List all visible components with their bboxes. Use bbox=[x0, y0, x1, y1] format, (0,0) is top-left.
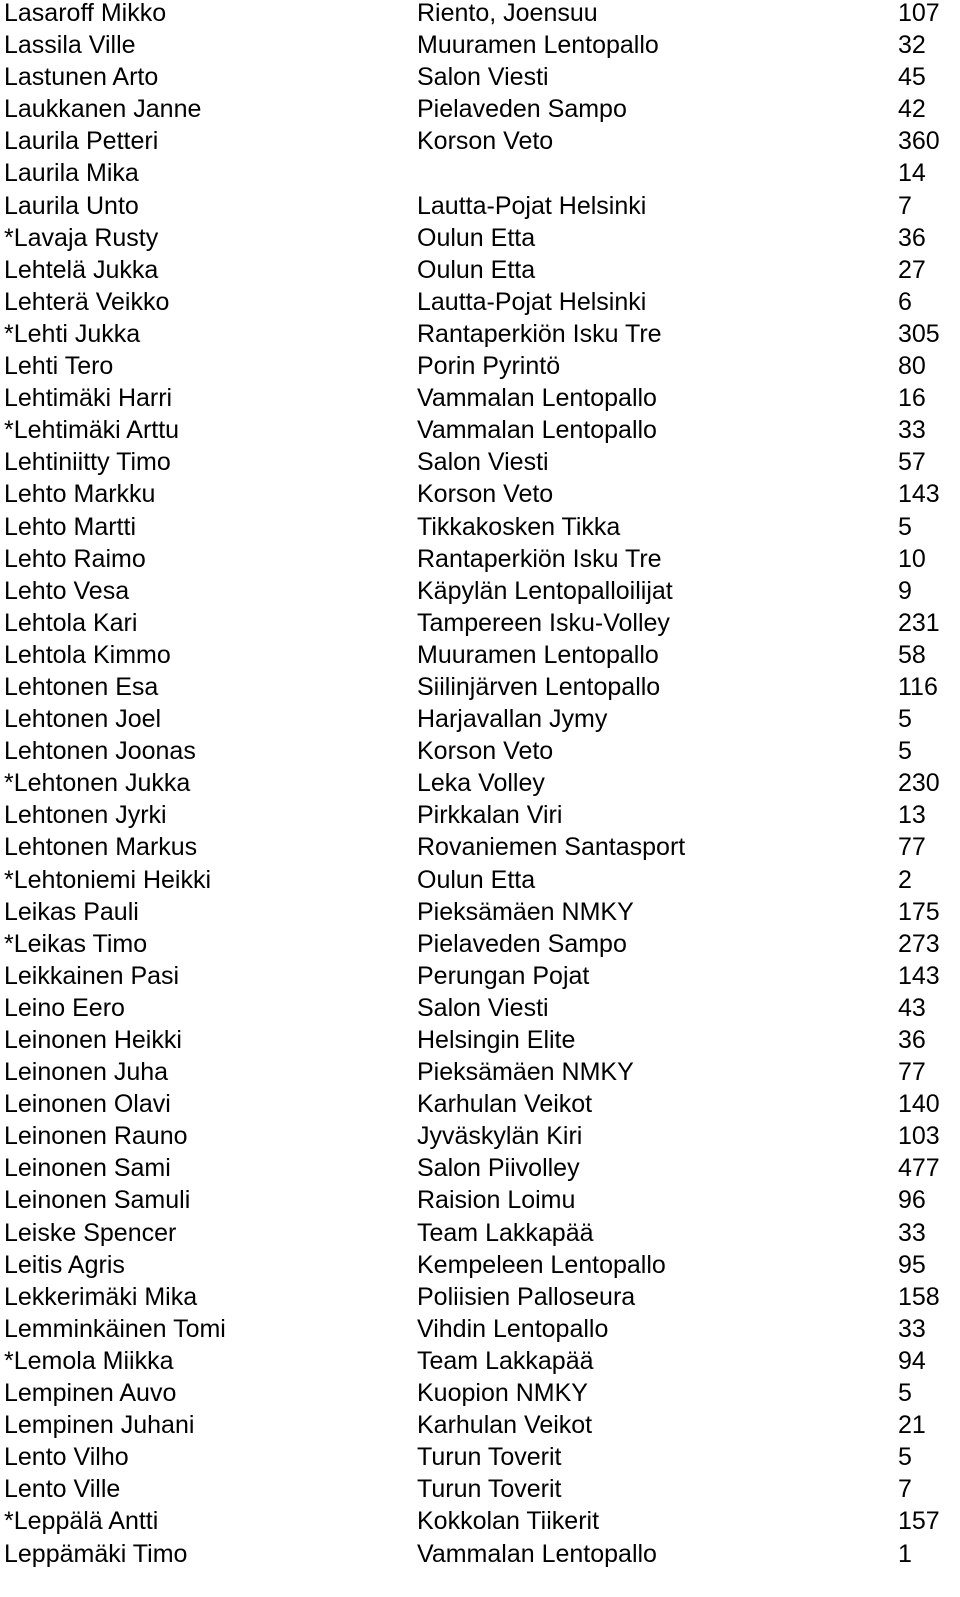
player-name: Leinonen Samuli bbox=[4, 1186, 191, 1215]
player-count: 230 bbox=[898, 769, 940, 798]
player-count: 5 bbox=[898, 1379, 912, 1408]
player-name: Lehto Markku bbox=[4, 480, 156, 509]
player-count: 95 bbox=[898, 1250, 926, 1279]
player-name: Lehtelä Jukka bbox=[4, 255, 159, 284]
player-count: 57 bbox=[898, 448, 926, 477]
player-name: Lassila Ville bbox=[4, 31, 136, 60]
player-name: Leinonen Heikki bbox=[4, 1026, 182, 1054]
table-row bbox=[0, 1091, 960, 1123]
table-row bbox=[0, 193, 960, 225]
club-name: Muuramen Lentopallo bbox=[417, 640, 659, 669]
table-row bbox=[0, 514, 960, 546]
club-name: Kuopion NMKY bbox=[417, 1379, 588, 1408]
table-row bbox=[0, 1027, 960, 1059]
table-row bbox=[0, 1412, 960, 1444]
club-name: Oulun Etta bbox=[417, 255, 536, 284]
player-count: 107 bbox=[898, 0, 940, 27]
club-name: Salon Viesti bbox=[417, 448, 549, 477]
table-row bbox=[0, 385, 960, 417]
table-row bbox=[0, 321, 960, 353]
table-row bbox=[0, 1252, 960, 1284]
player-count: 96 bbox=[898, 1186, 926, 1215]
player-name: Leikkainen Pasi bbox=[4, 961, 180, 990]
club-name: Raision Loimu bbox=[417, 1186, 576, 1215]
table-row bbox=[0, 1316, 960, 1348]
table-row bbox=[0, 1541, 960, 1573]
table-row bbox=[0, 834, 960, 866]
player-name: Lento Vilho bbox=[4, 1443, 129, 1472]
player-name: Leinonen Sami bbox=[4, 1154, 171, 1183]
table-row bbox=[0, 546, 960, 578]
club-name: Turun Toverit bbox=[417, 1443, 562, 1472]
club-name: Helsingin Elite bbox=[417, 1026, 576, 1054]
player-count: 45 bbox=[898, 63, 926, 92]
club-name: Muuramen Lentopallo bbox=[417, 31, 659, 60]
club-name: Oulun Etta bbox=[417, 865, 536, 894]
player-count: 58 bbox=[898, 640, 926, 669]
player-name: Lempinen Juhani bbox=[4, 1411, 195, 1440]
table-row bbox=[0, 770, 960, 802]
player-count: 157 bbox=[898, 1507, 940, 1536]
table-row bbox=[0, 257, 960, 289]
club-name: Karhulan Veikot bbox=[417, 1411, 593, 1440]
player-count: 477 bbox=[898, 1154, 940, 1183]
table-row bbox=[0, 706, 960, 738]
player-name: Lehtonen Esa bbox=[4, 672, 159, 701]
club-name: Korson Veto bbox=[417, 737, 554, 766]
table-row bbox=[0, 96, 960, 128]
player-name: *Leppälä Antti bbox=[4, 1507, 159, 1536]
club-name: Jyväskylän Kiri bbox=[417, 1122, 583, 1151]
table-row bbox=[0, 1508, 960, 1540]
table-row bbox=[0, 289, 960, 321]
player-name: Lehtimäki Harri bbox=[4, 384, 173, 413]
player-count: 7 bbox=[898, 1475, 912, 1504]
player-count: 77 bbox=[898, 1058, 926, 1087]
player-count: 13 bbox=[898, 801, 926, 830]
table-row bbox=[0, 899, 960, 931]
player-name: Lehtonen Joel bbox=[4, 705, 162, 734]
club-name: Käpylän Lentopalloilijat bbox=[417, 576, 673, 605]
player-count: 27 bbox=[898, 255, 926, 284]
player-count: 6 bbox=[898, 287, 912, 316]
player-name: Laurila Mika bbox=[4, 159, 139, 188]
player-name: Lento Ville bbox=[4, 1475, 121, 1504]
club-name: Korson Veto bbox=[417, 127, 554, 156]
table-row bbox=[0, 1348, 960, 1380]
player-count: 143 bbox=[898, 480, 940, 509]
club-name: Tampereen Isku-Volley bbox=[417, 608, 670, 637]
player-count: 42 bbox=[898, 95, 926, 124]
club-name: Lautta-Pojat Helsinki bbox=[417, 287, 647, 316]
player-count: 43 bbox=[898, 993, 926, 1022]
player-count: 2 bbox=[898, 865, 912, 894]
club-name: Vammalan Lentopallo bbox=[417, 384, 657, 413]
club-name: Rantaperkiön Isku Tre bbox=[417, 319, 662, 348]
table-row bbox=[0, 0, 960, 32]
club-name: Team Lakkapää bbox=[417, 1346, 594, 1375]
player-count: 33 bbox=[898, 1218, 926, 1247]
table-row bbox=[0, 1059, 960, 1091]
player-count: 273 bbox=[898, 929, 940, 958]
player-name: Leinonen Rauno bbox=[4, 1122, 188, 1151]
player-name: Leinonen Olavi bbox=[4, 1090, 171, 1119]
table-row bbox=[0, 931, 960, 963]
club-name: Vihdin Lentopallo bbox=[417, 1314, 609, 1343]
player-count: 143 bbox=[898, 961, 940, 990]
table-row bbox=[0, 449, 960, 481]
player-name: *Leikas Timo bbox=[4, 929, 148, 958]
player-name: Lehtola Kimmo bbox=[4, 640, 171, 669]
player-name: *Lehti Jukka bbox=[4, 319, 141, 348]
table-row bbox=[0, 1155, 960, 1187]
player-name: Lastunen Arto bbox=[4, 63, 159, 92]
table-row bbox=[0, 32, 960, 64]
player-name: Lehtonen Jyrki bbox=[4, 801, 167, 830]
player-count: 116 bbox=[898, 672, 938, 701]
player-name: Lehtiniitty Timo bbox=[4, 448, 171, 477]
player-count: 32 bbox=[898, 31, 926, 60]
club-name: Leka Volley bbox=[417, 769, 545, 798]
player-name: Lehto Vesa bbox=[4, 576, 130, 605]
club-name: Rantaperkiön Isku Tre bbox=[417, 544, 662, 573]
table-row bbox=[0, 802, 960, 834]
player-name: *Lehtimäki Arttu bbox=[4, 416, 180, 445]
player-name: Lasaroff Mikko bbox=[4, 0, 167, 27]
table-row bbox=[0, 1284, 960, 1316]
player-count: 5 bbox=[898, 705, 912, 734]
player-count: 36 bbox=[898, 223, 926, 252]
club-name: Pieksämäen NMKY bbox=[417, 1058, 634, 1087]
club-name: Kokkolan Tiikerit bbox=[417, 1507, 600, 1536]
player-name: *Lavaja Rusty bbox=[4, 223, 159, 252]
table-row bbox=[0, 1476, 960, 1508]
club-name: Tikkakosken Tikka bbox=[417, 512, 621, 541]
player-name: *Lehtonen Jukka bbox=[4, 769, 191, 798]
table-row bbox=[0, 610, 960, 642]
player-count: 36 bbox=[898, 1026, 926, 1054]
player-name: *Lemola Miikka bbox=[4, 1346, 174, 1375]
club-name: Rovaniemen Santasport bbox=[417, 833, 686, 862]
table-row bbox=[0, 1187, 960, 1219]
club-name: Oulun Etta bbox=[417, 223, 536, 252]
player-name: Leitis Agris bbox=[4, 1250, 125, 1279]
table-row bbox=[0, 353, 960, 385]
club-name: Poliisien Palloseura bbox=[417, 1282, 636, 1311]
player-name: Leppämäki Timo bbox=[4, 1539, 188, 1568]
table-row bbox=[0, 417, 960, 449]
player-count: 140 bbox=[898, 1090, 940, 1119]
player-count: 14 bbox=[898, 159, 926, 188]
club-name: Vammalan Lentopallo bbox=[417, 416, 657, 445]
player-count: 7 bbox=[898, 191, 912, 220]
club-name: Lautta-Pojat Helsinki bbox=[417, 191, 647, 220]
player-count: 33 bbox=[898, 1314, 926, 1343]
player-name: Lempinen Auvo bbox=[4, 1379, 177, 1408]
club-name: Porin Pyrintö bbox=[417, 352, 561, 381]
table-row bbox=[0, 1123, 960, 1155]
player-count: 158 bbox=[898, 1282, 940, 1311]
player-name: Laurila Unto bbox=[4, 191, 139, 220]
club-name: Salon Viesti bbox=[417, 993, 549, 1022]
player-count: 33 bbox=[898, 416, 926, 445]
table-row bbox=[0, 1444, 960, 1476]
player-count: 77 bbox=[898, 833, 926, 862]
table-row bbox=[0, 578, 960, 610]
club-name: Perungan Pojat bbox=[417, 961, 590, 990]
club-name: Team Lakkapää bbox=[417, 1218, 594, 1247]
club-name: Korson Veto bbox=[417, 480, 554, 509]
club-name: Riento, Joensuu bbox=[417, 0, 598, 27]
player-count: 5 bbox=[898, 1443, 912, 1472]
table-row bbox=[0, 1380, 960, 1412]
club-name: Pielaveden Sampo bbox=[417, 929, 627, 958]
table-row bbox=[0, 225, 960, 257]
player-count: 94 bbox=[898, 1346, 926, 1375]
club-name: Karhulan Veikot bbox=[417, 1090, 593, 1119]
club-name: Salon Viesti bbox=[417, 63, 549, 92]
player-name: Leiske Spencer bbox=[4, 1218, 177, 1247]
table-row bbox=[0, 642, 960, 674]
club-name: Pielaveden Sampo bbox=[417, 95, 627, 124]
club-name: Pieksämäen NMKY bbox=[417, 897, 634, 926]
player-count: 231 bbox=[898, 608, 940, 637]
table-row bbox=[0, 160, 960, 192]
club-name: Pirkkalan Viri bbox=[417, 801, 563, 830]
player-name: Lehto Martti bbox=[4, 512, 137, 541]
player-name: Lehtonen Markus bbox=[4, 833, 198, 862]
club-name: Harjavallan Jymy bbox=[417, 705, 608, 734]
club-name: Turun Toverit bbox=[417, 1475, 562, 1504]
player-name: Laukkanen Janne bbox=[4, 95, 202, 124]
table-row bbox=[0, 674, 960, 706]
player-count: 5 bbox=[898, 737, 912, 766]
table-row bbox=[0, 481, 960, 513]
player-name: Lehti Tero bbox=[4, 352, 114, 381]
player-count: 10 bbox=[898, 544, 926, 573]
player-name: Laurila Petteri bbox=[4, 127, 159, 156]
table-row bbox=[0, 738, 960, 770]
player-name: Lemminkäinen Tomi bbox=[4, 1314, 226, 1343]
table-row bbox=[0, 64, 960, 96]
player-count: 16 bbox=[898, 384, 926, 413]
table-row bbox=[0, 128, 960, 160]
table-row bbox=[0, 963, 960, 995]
player-count: 103 bbox=[898, 1122, 940, 1151]
player-count: 80 bbox=[898, 352, 926, 381]
player-count: 175 bbox=[898, 897, 940, 926]
player-name: Lehto Raimo bbox=[4, 544, 146, 573]
club-name: Vammalan Lentopallo bbox=[417, 1539, 657, 1568]
player-count: 5 bbox=[898, 512, 912, 541]
player-name: Leinonen Juha bbox=[4, 1058, 169, 1087]
player-name: Lehtola Kari bbox=[4, 608, 138, 637]
club-name: Salon Piivolley bbox=[417, 1154, 580, 1183]
player-count: 21 bbox=[898, 1411, 926, 1440]
player-count: 1 bbox=[898, 1539, 912, 1568]
player-name: Lekkerimäki Mika bbox=[4, 1282, 198, 1311]
player-name: Lehtonen Joonas bbox=[4, 737, 196, 766]
player-name: *Lehtoniemi Heikki bbox=[4, 865, 212, 894]
player-count: 9 bbox=[898, 576, 912, 605]
player-name: Leino Eero bbox=[4, 993, 125, 1022]
club-name: Siilinjärven Lentopallo bbox=[417, 672, 661, 701]
table-row bbox=[0, 1220, 960, 1252]
player-name: Leikas Pauli bbox=[4, 897, 139, 926]
player-count: 305 bbox=[898, 319, 940, 348]
club-name: Kempeleen Lentopallo bbox=[417, 1250, 666, 1279]
player-count: 360 bbox=[898, 127, 940, 156]
table-row bbox=[0, 867, 960, 899]
player-name: Lehterä Veikko bbox=[4, 287, 170, 316]
table-row bbox=[0, 995, 960, 1027]
